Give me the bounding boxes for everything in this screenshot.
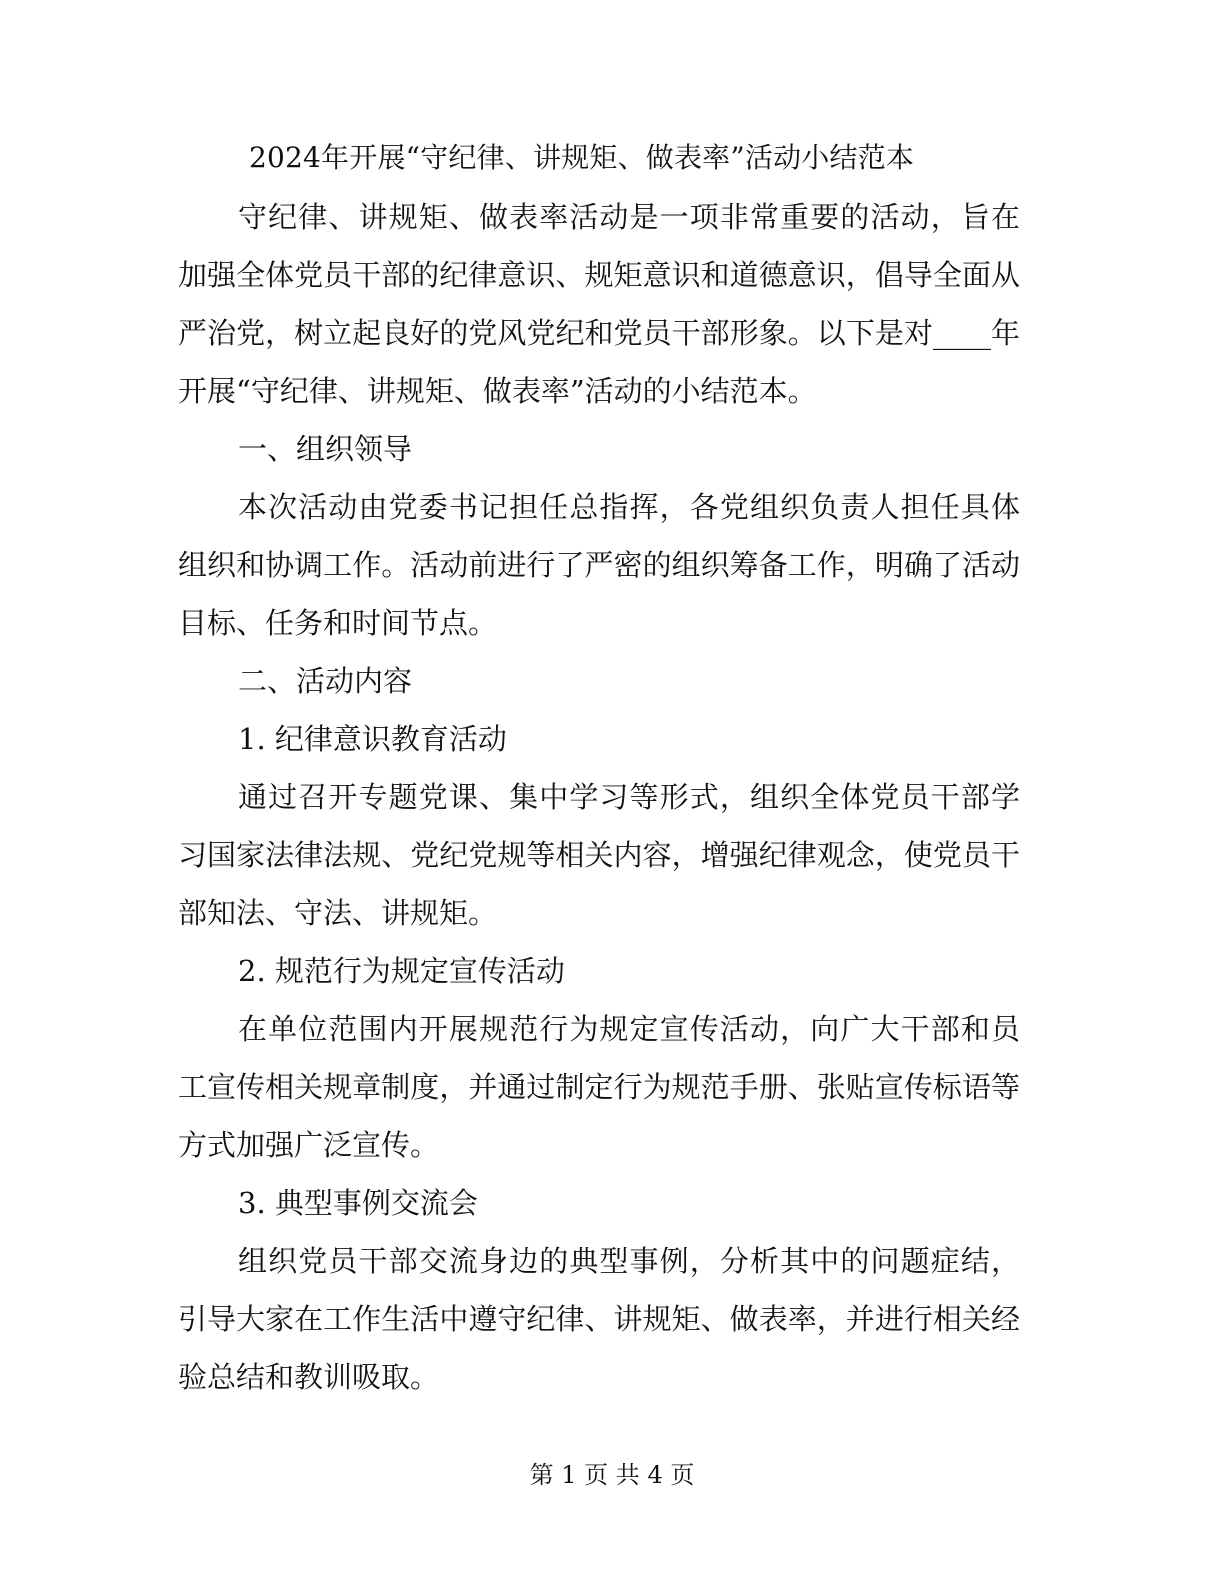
conduct-publicity-paragraph: 在单位范围内开展规范行为规定宣传活动，向广大干部和员工宣传相关规章制度，并通过制定行为规范手册、张贴宣传标语等方式加强广泛宣传。 [178, 1012, 1020, 1162]
subheading-conduct-publicity: 2. 规范行为规定宣传活动 [238, 954, 565, 988]
organization-paragraph: 本次活动由党委书记担任总指挥，各党组织负责人担任具体组织和协调工作。活动前进行了严密的组织筹备工作，明确了活动目标、任务和时间节点。 [178, 490, 1020, 640]
document-title: 2024年开展“守纪律、讲规矩、做表率”活动小结范本 [249, 141, 915, 174]
intro-paragraph: 守纪律、讲规矩、做表率活动是一项非常重要的活动，旨在加强全体党员干部的纪律意识、规矩意识和道德意识，倡导全面从严治党，树立起良好的党风党纪和党员干部形象。以下是对____年开展“守纪律、讲规矩、做表率”活动的小结范本。 [178, 200, 1020, 408]
subheading-discipline-education: 1. 纪律意识教育活动 [238, 722, 507, 756]
subheading-case-exchange: 3. 典型事例交流会 [238, 1186, 478, 1220]
document-body [178, 188, 1020, 1406]
case-exchange-paragraph: 组织党员干部交流身边的典型事例，分析其中的问题症结，引导大家在工作生活中遵守纪律、讲规矩、做表率，并进行相关经验总结和教训吸取。 [178, 1244, 1020, 1394]
discipline-education-paragraph: 通过召开专题党课、集中学习等形式，组织全体党员干部学习国家法律法规、党纪党规等相关内容，增强纪律观念，使党员干部知法、守法、讲规矩。 [178, 780, 1020, 930]
section-heading-organization: 一、组织领导 [238, 432, 413, 466]
section-heading-activities: 二、活动内容 [238, 664, 413, 698]
page-footer: 第 1 页 共 4 页 [529, 1461, 695, 1489]
